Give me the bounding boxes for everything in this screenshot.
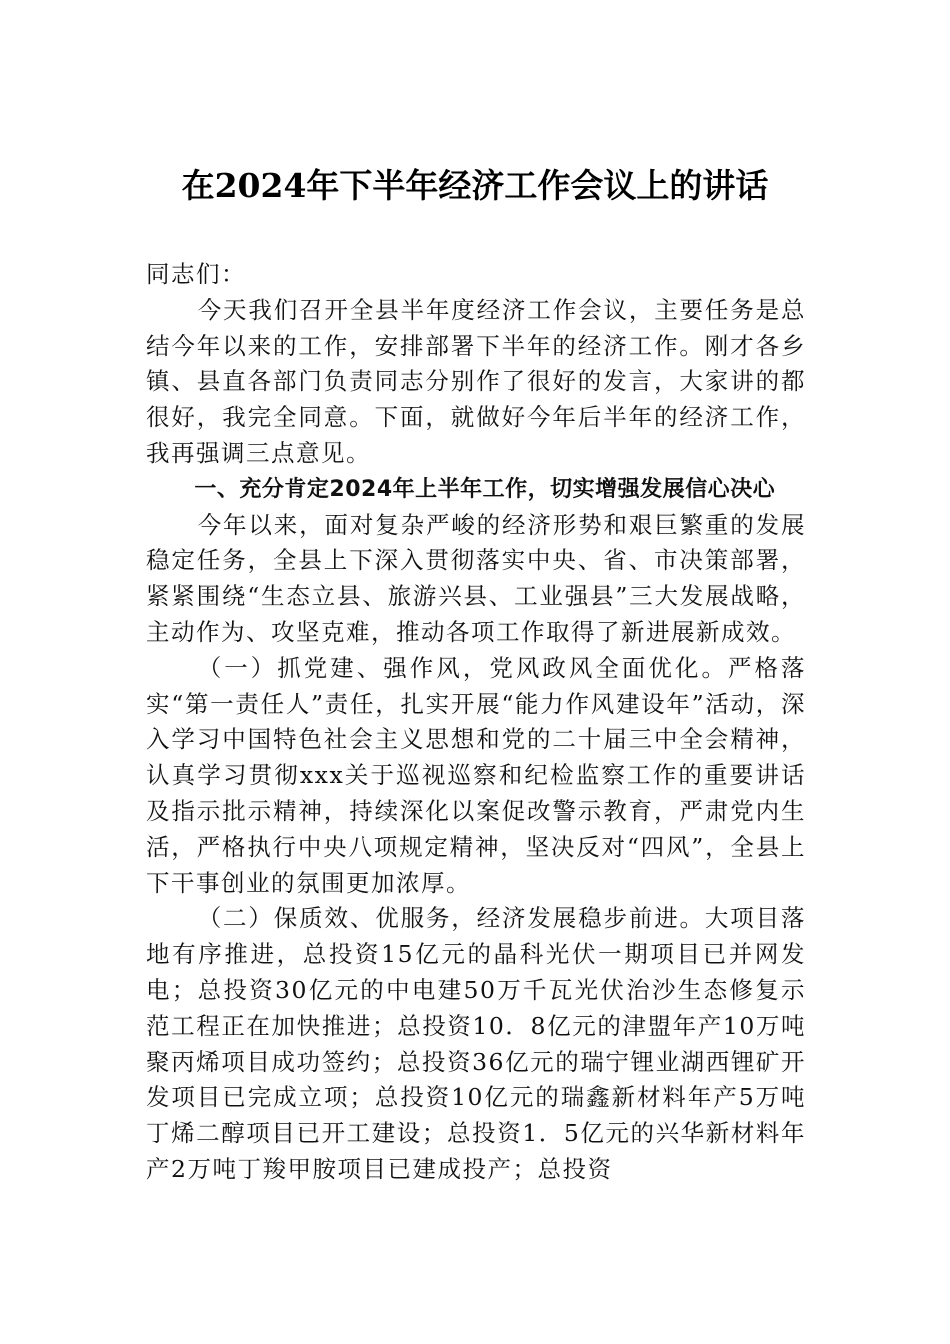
paragraph-overview: 今年以来，面对复杂严峻的经济形势和艰巨繁重的发展稳定任务，全县上下深入贯彻落实中央、省、市决策部署，紧紧围绕“生态立县、旅游兴县、工业强县”三大发展战略，主动作为、攻坚克难，推动各项工作取得了新进展新成效。 <box>146 510 806 646</box>
document-title: 在2024年下半年经济工作会议上的讲话 <box>181 166 769 205</box>
paragraph-economy: （二）保质效、优服务，经济发展稳步前进。大项目落地有序推进，总投资15亿元的晶科光伏一期项目已并网发电；总投资30亿元的中电建50万千瓦光伏治沙生态修复示范工程正在加快推进；总投资10．8亿元的津盟年产10万吨聚丙烯项目成功签约；总投资36亿元的瑞宁锂业湖西锂矿开发项目已完成立项；总投资10亿元的瑞鑫新材料年产5万吨丁烯二醇项目已开工建设；总投资1．5亿元的兴华新材料年产2万吨丁羧甲胺项目已建成投产；总投资 <box>146 904 806 1183</box>
paragraph-intro: 今天我们召开全县半年度经济工作会议，主要任务是总结今年以来的工作，安排部署下半年的经济工作。刚才各乡镇、县直各部门负责同志分别作了很好的发言，大家讲的都很好，我完全同意。下面，就做好今年后半年的经济工作，我再强调三点意见。 <box>146 295 806 467</box>
paragraph-party-building: （一）抓党建、强作风，党风政风全面优化。严格落实“第一责任人”责任，扎实开展“能力作风建设年”活动，深入学习中国特色社会主义思想和党的二十届三中全会精神，认真学习贯彻xxx关于巡视巡察和纪检监察工作的重要讲话及指示批示精神，持续深化以案促改警示教育，严肃党内生活，严格执行中央八项规定精神，坚决反对“四风”，全县上下干事创业的氛围更加浓厚。 <box>146 653 806 897</box>
salutation: 同志们： <box>146 260 246 288</box>
section-heading-1: 一、充分肯定2024年上半年工作，切实增强发展信心决心 <box>194 476 776 502</box>
document-body <box>146 257 806 1188</box>
